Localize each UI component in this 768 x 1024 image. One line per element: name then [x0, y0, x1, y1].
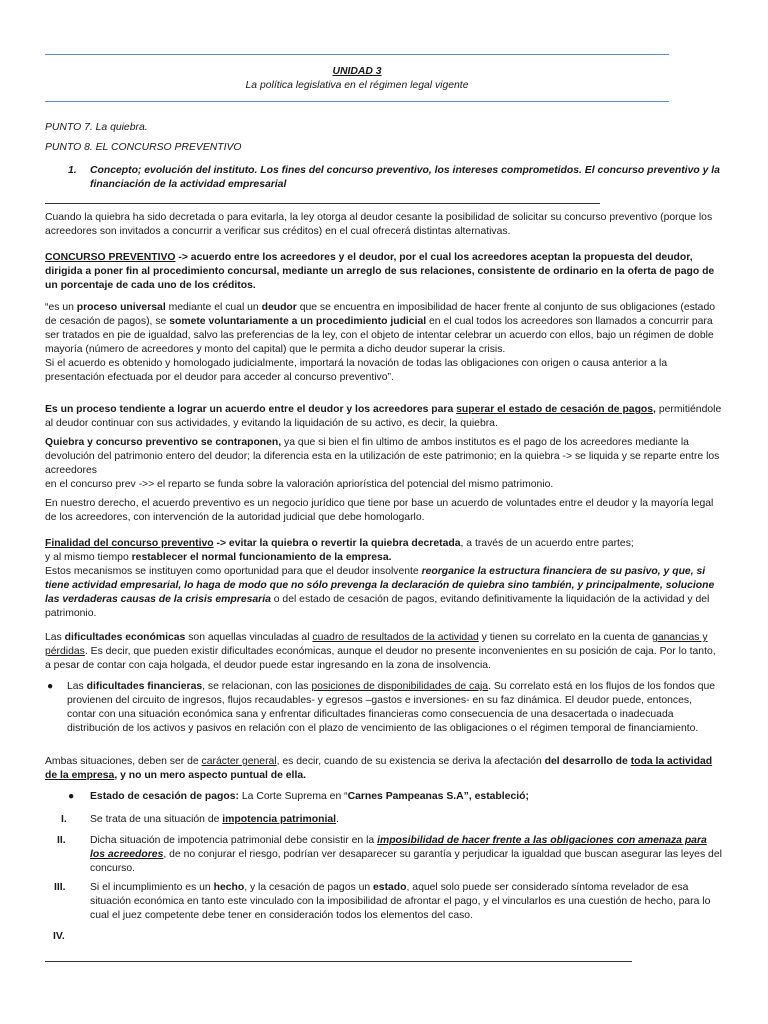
bullet-marker: ●: [47, 681, 54, 692]
intro-paragraph: Cuando la quiebra ha sido decretada o para evitarla, la ley otorga al deudor cesante la posibilidad de solicitar su concurso preventivo (porque los acreedores son invitados a concurrir a verificar sus créditos) en el cual ofrecerá distintas alternativas.: [45, 212, 713, 237]
quote-t4: en el cual todos los acreedores son llamados a concurrir para ser tratados en pie de igualdad, salvo las preferencias de la ley, con el objeto de intentar celebrar un acuerdo con ellos, bajo un régimen de doble mayoría (número de acreedores y monto del capital) que le permita a dicho deudor superar la crisis.: [45, 316, 714, 355]
econ-t4: . Es decir, que pueden existir dificultades económicas, aunque el deudor no presente inconvenientes en su posición de caja. Por lo tanto, a pesar de contar con caja holgada, el deudor puede estar ingresando en la zona de insolvencia.: [45, 646, 716, 671]
quote-t1: “es un: [45, 302, 77, 313]
fin-t3: . Su correlato está en los flujos de los fondos que provienen del circuito de ingresos, flujos recaudables- y egresos –gastos e inversiones- en su faz dinámica. El deudor puede, entonces, contar con una situación económica sana y enfrentar dificultades financieras como consecuencia de una desacertada o inadecuada distribución de los activos y pasivos en relación con el plazo de vencimiento de las obligaciones o el régimen temporal de financiamiento.: [67, 681, 716, 734]
concurso-definition: [45, 251, 723, 293]
item-1-underline: [45, 203, 600, 204]
fin-t1: Las: [67, 681, 87, 692]
econ-u2: ganancias y pérdidas: [45, 632, 708, 657]
proceso-bu1: superar el estado de cesación de pagos,: [456, 404, 656, 415]
concurso-def: -> acuerdo entre los acreedores y el deudor, por el cual los acreedores aceptan la propuesta del deudor, dirigida a poner fin al procedimiento concursal, mediante un arreglo de sus relaciones, consistente de ordinario en la oferta de pago de un porcentaje de cada uno de los créditos.: [45, 252, 715, 291]
r2-t2: , de no conjurar el riesgo, podrían ver desaparecer su garantía y perjudicar la igualdad que buscan asegurar las leyes del concurso.: [90, 849, 722, 874]
ambas-b1: del desarrollo de: [544, 756, 631, 767]
point-8: PUNTO 8. EL CONCURSO PREVENTIVO: [45, 142, 242, 153]
roman-item-3: [45, 881, 723, 923]
finalidad-t4: o del estado de cesación de pagos, evitando definitivamente la liquidación de la actividad y del patrimonio.: [45, 594, 710, 619]
roman-item-1: [45, 813, 723, 827]
contraponen-t2: en el concurso prev ->> el reparto se funda sobre la valoración apriorística del potencial del mismo patrimonio.: [45, 479, 554, 490]
finalidad-t2: y al mismo tiempo: [45, 552, 132, 563]
quote-t3: que se encuentra en imposibilidad de hacer frente al conjunto de sus obligaciones (estado de cesación de pagos), se: [45, 302, 716, 327]
quote-paragraph: [45, 301, 723, 385]
item-1-text: Concepto; evolución del instituto. Los fines del concurso preventivo, los intereses comprometidos. El concurso preventivo y la financiación de la actividad empresarial: [90, 165, 720, 190]
r3-t3: , aquel solo puede ser considerado síntoma revelador de esa situación económica en tanto este vinculado con la imposibilidad de afrontar el pago, y el vincularlos es una cuestión de hecho, para lo cual el juez competente debe tener en consideración todos los elementos del caso.: [90, 882, 711, 921]
quote-t2: mediante el cual un: [165, 302, 262, 313]
proceso-t1: permitiéndole al deudor continuar con sus actividades, y evitando la liquidación de su activo, es decir, la quiebra.: [45, 404, 722, 429]
header-top-rule: [45, 54, 669, 55]
roman-item-1-text: [45, 813, 723, 827]
numbered-item-1: [68, 164, 723, 192]
unit-label: UNIDAD 3: [332, 66, 382, 77]
fin-u1: posiciones de disponibilidades de caja: [311, 681, 489, 692]
roman-item-2-text: [45, 834, 723, 876]
roman-item-2: [45, 834, 723, 876]
derecho-paragraph: En nuestro derecho, el acuerdo preventivo es un negocio jurídico que tiene por base un acuerdo de voluntades entre el deudor y la mayoría legal de los acreedores, con intervención de la autoridad judicial que debe homologarlo.: [45, 498, 714, 523]
r1-bu1: impotencia patrimonial: [222, 814, 337, 825]
roman-number: II.: [57, 835, 66, 846]
roman-number: I.: [61, 814, 67, 825]
item-1-number: 1.: [68, 165, 77, 176]
ambas-t1: Ambas situaciones, deben ser de: [45, 756, 202, 767]
fin-t2: , se relacionan, con las: [202, 681, 312, 692]
quote-b1: proceso universal: [76, 302, 166, 313]
econ-t1: Las: [45, 632, 65, 643]
finalidad-t3: Estos mecanismos se instituyen como oportunidad para que el deudor insolvente: [45, 566, 422, 577]
ambas-b2: , y no un mero aspecto puntual de ella.: [114, 770, 306, 781]
finalidad-bi1: reorganice la estructura financiera de su pasivo, y que, si tiene actividad empresarial, lo haga de modo que no sólo prevenga la declaración de quiebra sino también, y principalmente, solucione las verdaderas causas de la crisis empresaria: [45, 566, 715, 605]
ambas-paragraph: [45, 755, 723, 783]
econ-u1: cuadro de resultados de la actividad: [312, 632, 479, 643]
ces-t1: La Corte Suprema en “: [238, 791, 348, 802]
header-bottom-rule: [45, 101, 669, 102]
ces-b1: Estado de cesación de pagos:: [90, 791, 239, 802]
r3-t1: Si el incumplimiento es un: [90, 882, 214, 893]
point-7: PUNTO 7. La quiebra.: [45, 122, 148, 133]
contraponen-paragraph: [45, 436, 723, 492]
econ-b1: dificultades económicas: [64, 632, 186, 643]
concurso-term: CONCURSO PREVENTIVO: [45, 252, 176, 263]
ambas-u1: carácter general: [201, 756, 277, 767]
econ-t3: y tienen su correlato en la cuenta de: [478, 632, 653, 643]
r1-t1: Se trata de una situación de: [90, 814, 223, 825]
roman-number: IV.: [53, 931, 65, 942]
bullet-cesacion: [68, 790, 723, 804]
unit-subtitle: La política legislativa en el régimen legal vigente: [245, 80, 469, 91]
r3-b1: hecho: [213, 882, 245, 893]
finalidad-t1: , a través de un acuerdo entre partes;: [460, 538, 634, 549]
contraponen-b1: Quiebra y concurso preventivo se contraponen,: [45, 437, 282, 448]
roman-item-3-text: [45, 881, 723, 923]
proceso-paragraph: [45, 403, 723, 431]
finalidad-term: Finalidad del concurso preventivo: [45, 538, 214, 549]
bullet-financieras-text: [45, 680, 723, 736]
ambas-bu1: toda la actividad de la empresa: [45, 756, 713, 781]
unit-title: [45, 65, 669, 79]
r3-b2: estado: [373, 882, 407, 893]
ces-b2: Carnes Pampeanas S.A”, estableció;: [347, 791, 529, 802]
finalidad-paragraph: [45, 537, 723, 621]
contraponen-t1: ya que si bien el fin ultimo de ambos institutos es el pago de los acreedores mediante la devolución del patrimonio entero del deudor; la diferencia esta en la utilización de este patrimonio; en la quiebra -> se liquida y se reparte entre los acreedores: [45, 437, 720, 476]
finalidad-b2: restablecer el normal funcionamiento de la empresa.: [131, 552, 392, 563]
r1-t2: .: [336, 814, 339, 825]
quote-b3: somete voluntariamente a un procedimiento judicial: [169, 316, 427, 327]
bullet-cesacion-text: [68, 790, 723, 804]
dificultades-economicas-paragraph: [45, 631, 723, 673]
bullet-marker: ●: [68, 791, 75, 802]
footer-rule: [45, 961, 632, 962]
fin-b1: dificultades financieras: [86, 681, 203, 692]
quote-t5: Si el acuerdo es obtenido y homologado judicialmente, importará la novación de todas las obligaciones con origen o causa anterior a la presentación efectuada por el deudor para acceder al concurso preventivo”.: [45, 358, 668, 383]
r3-t2: , y la cesación de pagos un: [244, 882, 374, 893]
r2-t1: Dicha situación de impotencia patrimonial debe consistir en la: [90, 835, 378, 846]
econ-t2: son aquellas vinculadas al: [185, 632, 313, 643]
ambas-t2: , es decir, cuando de su existencia se deriva la afectación: [276, 756, 545, 767]
finalidad-b1: -> evitar la quiebra o revertir la quiebra decretada: [213, 538, 461, 549]
r2-biu1: imposibilidad de hacer frente a las obligaciones con amenaza para los acreedores: [90, 835, 707, 860]
roman-number: III.: [54, 882, 66, 893]
quote-b2: deudor: [261, 302, 297, 313]
bullet-financieras: [45, 680, 723, 736]
proceso-b1: Es un proceso tendiente a lograr un acuerdo entre el deudor y los acreedores para: [45, 404, 457, 415]
